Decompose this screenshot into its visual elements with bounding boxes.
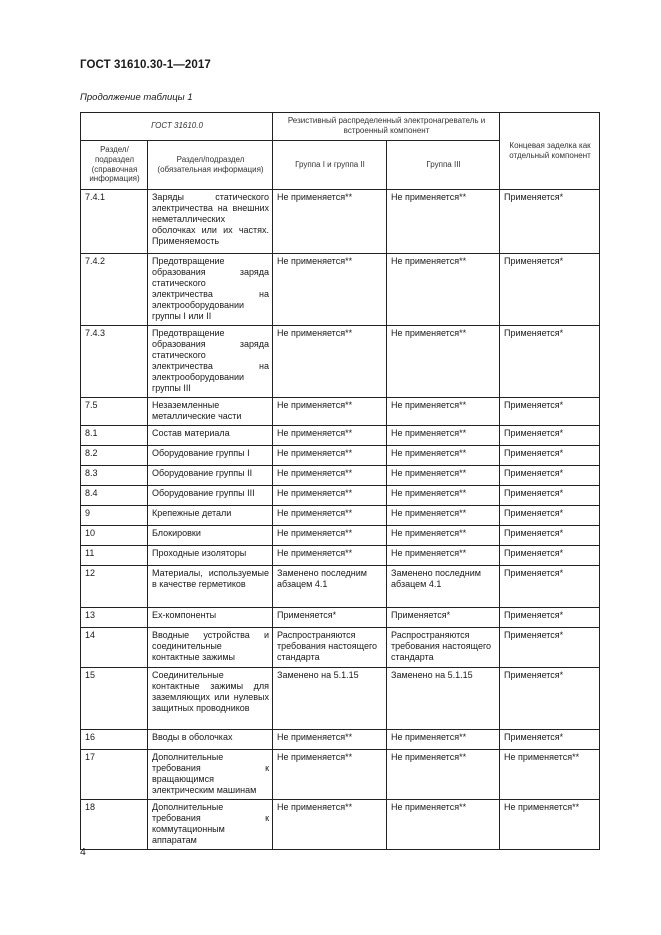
cell-group-3: Не применяется**	[387, 525, 500, 545]
cell-section-title: Дополнительные требования к вращающимся электрическим машинам	[148, 749, 273, 799]
cell-group-3: Не применяется**	[387, 729, 500, 749]
cell-group-3: Не применяется**	[387, 505, 500, 525]
table-row	[81, 254, 600, 326]
cell-group-1-2: Заменено последним абзацем 4.1	[273, 565, 387, 607]
cell-termination: Применяется*	[500, 729, 600, 749]
table-row	[81, 485, 600, 505]
table-row	[81, 465, 600, 485]
cell-section-number: 9	[81, 505, 148, 525]
cell-group-1-2: Не применяется**	[273, 505, 387, 525]
cell-group-3: Применяется*	[387, 607, 500, 627]
cell-section-number: 16	[81, 729, 148, 749]
cell-section-title: Заряды статического электричества на внешних неметаллических оболочках или их частях. Применяемость	[148, 190, 273, 254]
header-termination: Концевая заделка как отдельный компонент	[500, 113, 600, 190]
table-row	[81, 325, 600, 397]
cell-group-3: Распространяются требования настоящего стандарта	[387, 627, 500, 667]
cell-section-title: Оборудование группы I	[148, 445, 273, 465]
cell-termination: Применяется*	[500, 325, 600, 397]
table-row	[81, 627, 600, 667]
table-row	[81, 565, 600, 607]
cell-section-title: Предотвращение образования заряда статического электричества на электрооборудовании группы III	[148, 325, 273, 397]
cell-group-3: Не применяется**	[387, 397, 500, 425]
cell-group-1-2: Не применяется**	[273, 799, 387, 849]
table-row	[81, 190, 600, 254]
table-row	[81, 729, 600, 749]
cell-group-1-2: Не применяется**	[273, 254, 387, 326]
cell-termination: Применяется*	[500, 445, 600, 465]
cell-group-1-2: Не применяется**	[273, 485, 387, 505]
header-section-mandatory: Раздел/подраздел (обязательная информация)	[148, 141, 273, 190]
cell-section-title: Оборудование группы II	[148, 465, 273, 485]
cell-termination: Применяется*	[500, 627, 600, 667]
table-row	[81, 545, 600, 565]
cell-group-1-2: Не применяется**	[273, 729, 387, 749]
cell-section-number: 7.4.1	[81, 190, 148, 254]
cell-section-number: 17	[81, 749, 148, 799]
table-row	[81, 749, 600, 799]
cell-section-title: Незаземленные металлические части	[148, 397, 273, 425]
cell-section-number: 7.5	[81, 397, 148, 425]
table-row	[81, 445, 600, 465]
cell-termination: Применяется*	[500, 545, 600, 565]
cell-termination: Применяется*	[500, 397, 600, 425]
cell-group-3: Не применяется**	[387, 445, 500, 465]
cell-group-1-2: Не применяется**	[273, 190, 387, 254]
cell-section-number: 15	[81, 667, 148, 729]
cell-termination: Применяется*	[500, 565, 600, 607]
table-row	[81, 505, 600, 525]
cell-termination: Применяется*	[500, 525, 600, 545]
cell-termination: Не применяется**	[500, 799, 600, 849]
cell-group-3: Не применяется**	[387, 325, 500, 397]
requirements-table	[80, 112, 600, 850]
header-heater: Резистивный распределенный электронагреватель и встроенный компонент	[273, 113, 500, 141]
cell-section-number: 11	[81, 545, 148, 565]
table-row	[81, 525, 600, 545]
table-body	[81, 190, 600, 850]
cell-group-1-2: Не применяется**	[273, 445, 387, 465]
table-row	[81, 667, 600, 729]
cell-group-3: Не применяется**	[387, 190, 500, 254]
cell-group-3: Не применяется**	[387, 425, 500, 445]
cell-section-number: 7.4.3	[81, 325, 148, 397]
cell-section-number: 7.4.2	[81, 254, 148, 326]
page-number: 4	[80, 846, 86, 858]
cell-termination: Применяется*	[500, 485, 600, 505]
cell-section-title: Крепежные детали	[148, 505, 273, 525]
cell-section-title: Ex-компоненты	[148, 607, 273, 627]
cell-section-number: 8.4	[81, 485, 148, 505]
cell-group-3: Заменено последним абзацем 4.1	[387, 565, 500, 607]
table-row	[81, 799, 600, 849]
cell-section-number: 8.1	[81, 425, 148, 445]
cell-termination: Применяется*	[500, 505, 600, 525]
cell-group-3: Не применяется**	[387, 465, 500, 485]
cell-termination: Не применяется**	[500, 749, 600, 799]
cell-group-3: Не применяется**	[387, 254, 500, 326]
header-group-3: Группа III	[387, 141, 500, 190]
cell-group-3: Не применяется**	[387, 545, 500, 565]
cell-group-3: Не применяется**	[387, 799, 500, 849]
cell-group-3: Не применяется**	[387, 485, 500, 505]
cell-group-1-2: Заменено на 5.1.15	[273, 667, 387, 729]
cell-termination: Применяется*	[500, 425, 600, 445]
cell-section-title: Оборудование группы III	[148, 485, 273, 505]
cell-section-number: 14	[81, 627, 148, 667]
document-header: ГОСТ 31610.30-1—2017	[80, 59, 211, 71]
cell-section-title: Соединительные контактные зажимы для заземляющих или нулевых защитных проводников	[148, 667, 273, 729]
header-gost: ГОСТ 31610.0	[81, 113, 273, 141]
cell-termination: Применяется*	[500, 254, 600, 326]
cell-section-title: Дополнительные требования к коммутационным аппаратам	[148, 799, 273, 849]
cell-section-number: 8.3	[81, 465, 148, 485]
header-section-reference: Раздел/ подраздел (справочная информация)	[81, 141, 148, 190]
cell-group-1-2: Не применяется**	[273, 545, 387, 565]
cell-section-number: 13	[81, 607, 148, 627]
cell-group-1-2: Применяется*	[273, 607, 387, 627]
cell-section-number: 12	[81, 565, 148, 607]
cell-section-title: Проходные изоляторы	[148, 545, 273, 565]
cell-section-number: 8.2	[81, 445, 148, 465]
cell-group-1-2: Не применяется**	[273, 397, 387, 425]
cell-termination: Применяется*	[500, 465, 600, 485]
cell-group-1-2: Не применяется**	[273, 465, 387, 485]
table-caption: Продолжение таблицы 1	[80, 92, 193, 103]
cell-group-1-2: Не применяется**	[273, 425, 387, 445]
cell-group-1-2: Не применяется**	[273, 325, 387, 397]
table-row	[81, 397, 600, 425]
cell-termination: Применяется*	[500, 190, 600, 254]
cell-group-1-2: Не применяется**	[273, 525, 387, 545]
cell-termination: Применяется*	[500, 667, 600, 729]
cell-section-number: 10	[81, 525, 148, 545]
cell-group-3: Не применяется**	[387, 749, 500, 799]
cell-section-title: Блокировки	[148, 525, 273, 545]
table-row	[81, 425, 600, 445]
cell-section-title: Предотвращение образования заряда статического электричества на электрооборудовании группы I или II	[148, 254, 273, 326]
cell-group-3: Заменено на 5.1.15	[387, 667, 500, 729]
cell-termination: Применяется*	[500, 607, 600, 627]
cell-section-title: Материалы, используемые в качестве герметиков	[148, 565, 273, 607]
cell-section-title: Состав материала	[148, 425, 273, 445]
cell-group-1-2: Распространяются требования настоящего стандарта	[273, 627, 387, 667]
cell-group-1-2: Не применяется**	[273, 749, 387, 799]
cell-section-number: 18	[81, 799, 148, 849]
header-group-1-2: Группа I и группа II	[273, 141, 387, 190]
table-row	[81, 607, 600, 627]
cell-section-title: Вводы в оболочках	[148, 729, 273, 749]
cell-section-title: Вводные устройства и соединительные контактные зажимы	[148, 627, 273, 667]
